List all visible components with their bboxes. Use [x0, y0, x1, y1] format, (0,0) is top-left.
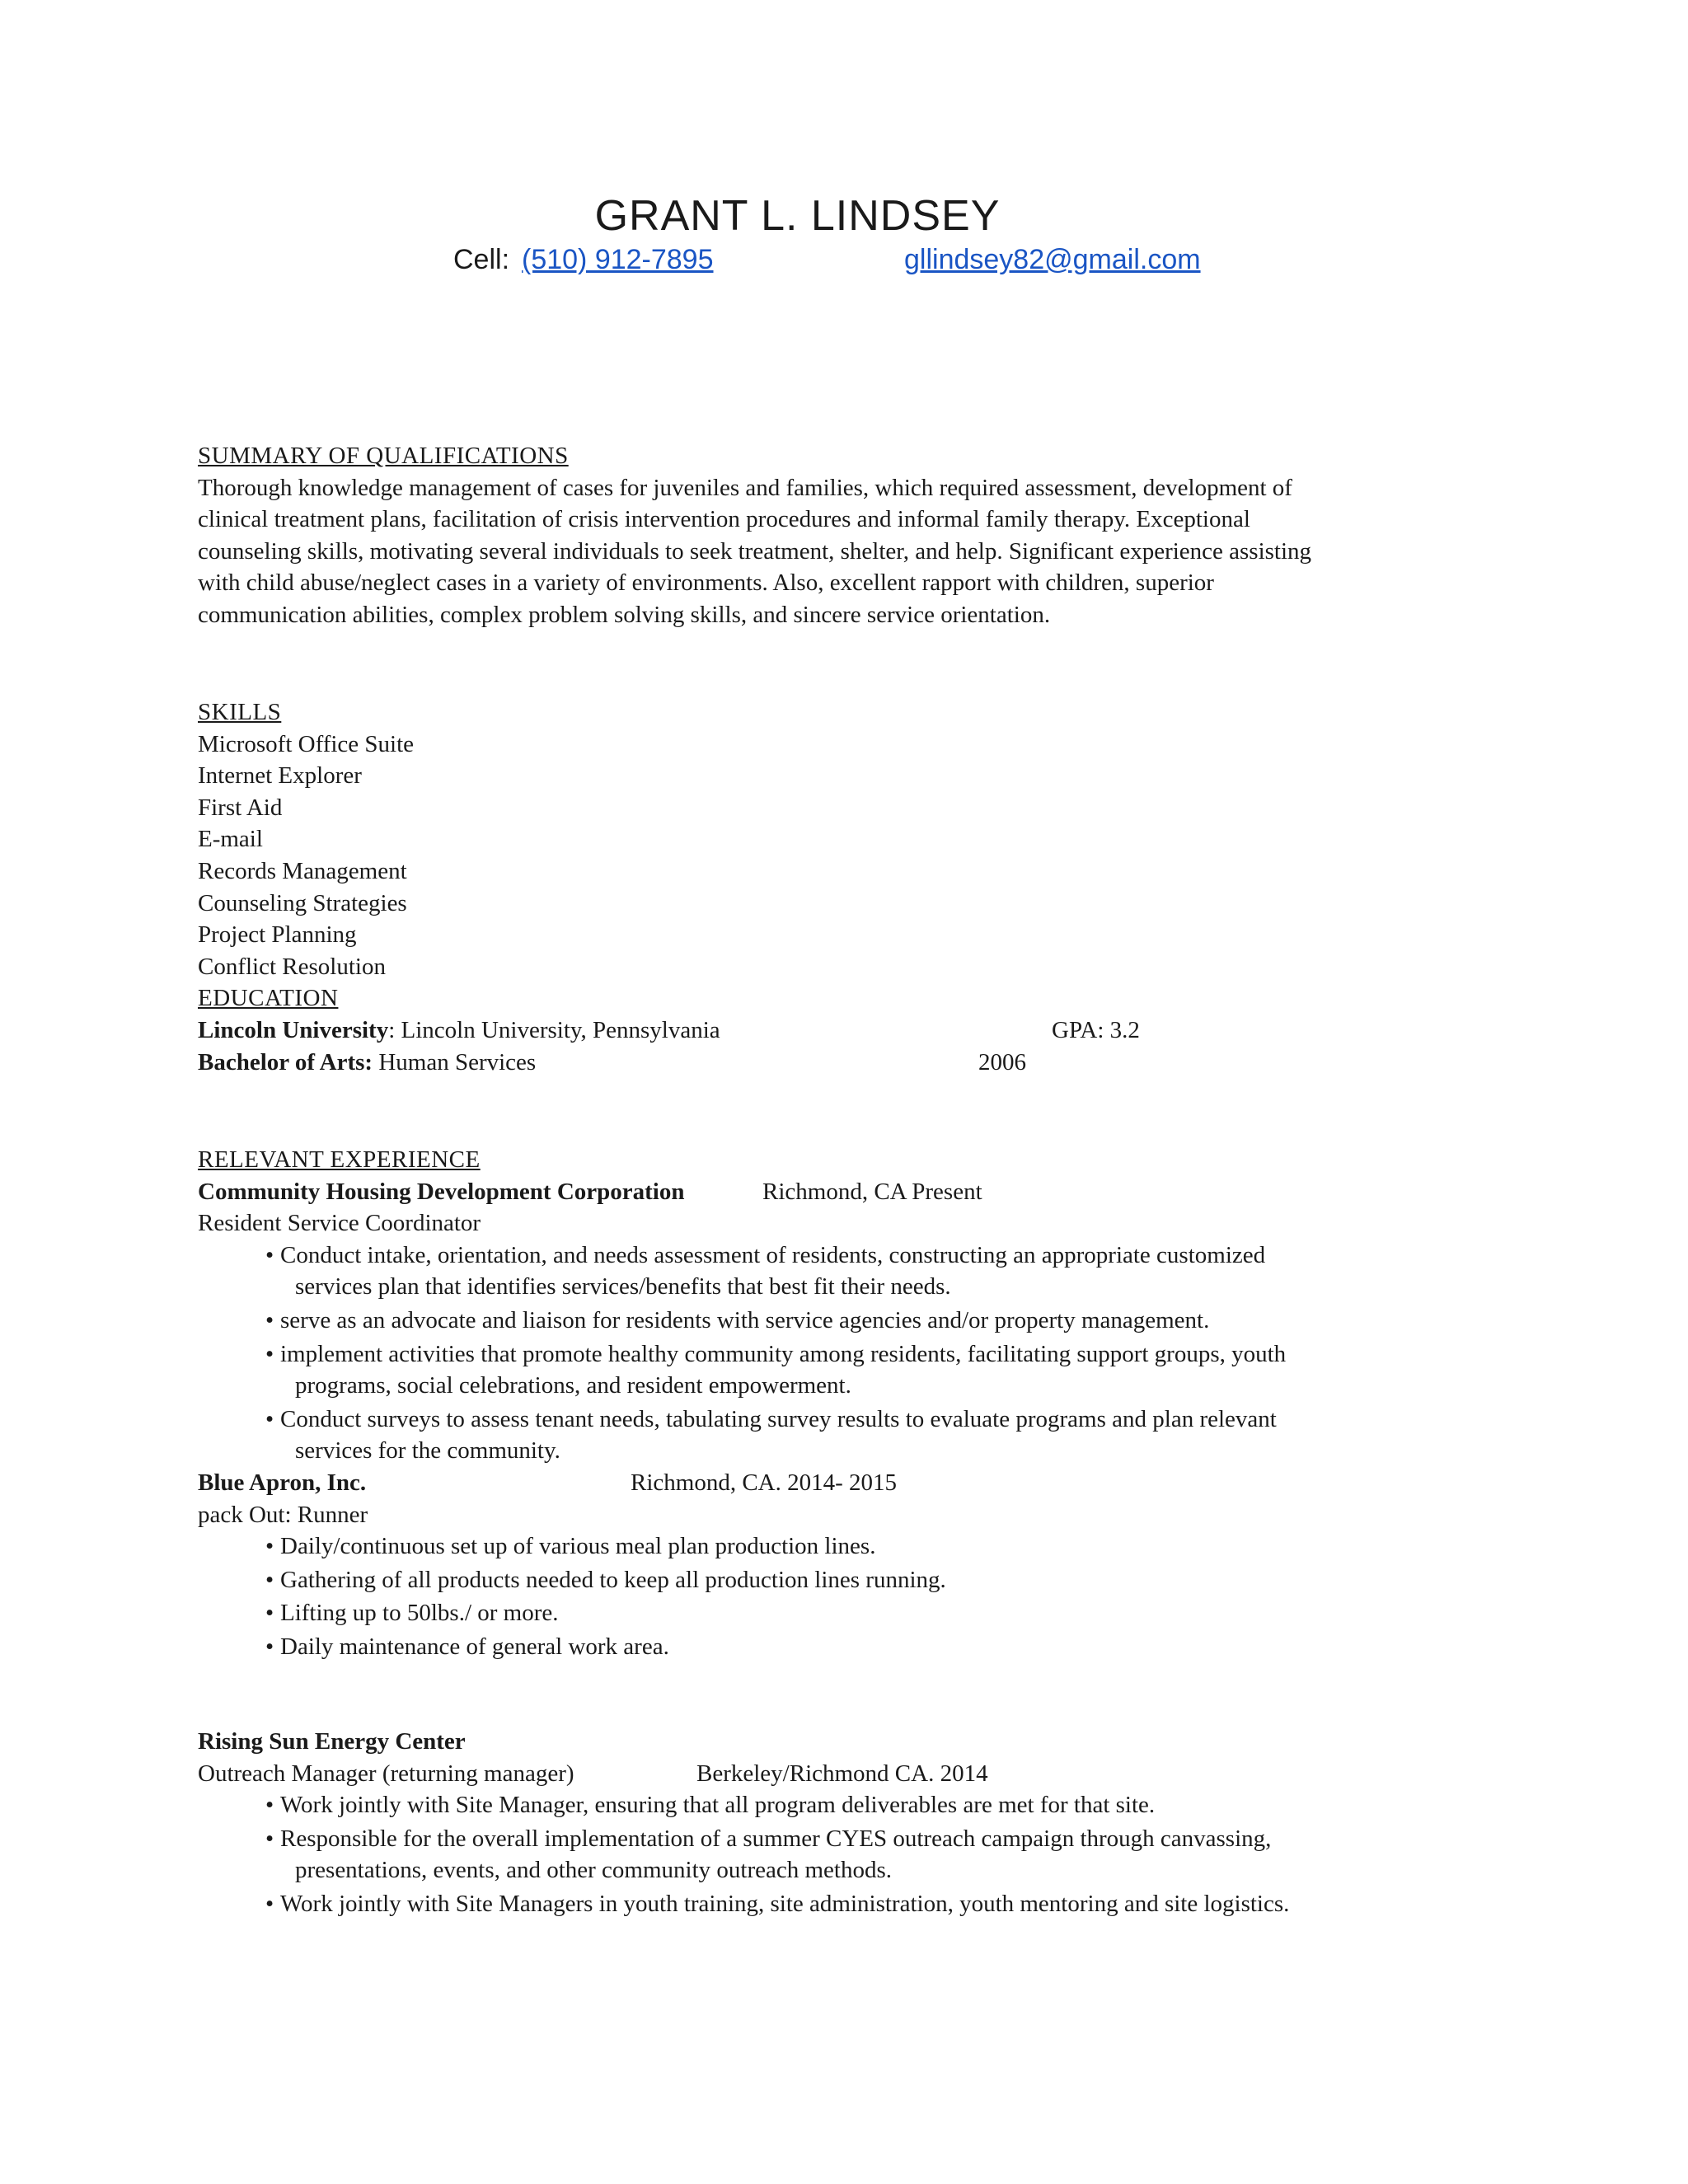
skill-item: Project Planning [198, 921, 357, 949]
job-location: Richmond, CA Present [762, 1178, 982, 1205]
bullet-text: Work jointly with Site Manager, ensuring that all program deliverables are met for that site. [280, 1792, 1156, 1819]
job-bullets [198, 1240, 1492, 1467]
email-link-text[interactable]: gllindsey82@gmail.com [904, 244, 1201, 275]
skill-item: Records Management [198, 857, 407, 884]
bullet-text: Gathering of all products needed to keep all production lines running. [280, 1566, 946, 1593]
bullet-icon: • [265, 1566, 274, 1593]
job-company: Blue Apron, Inc. [198, 1469, 367, 1496]
summary-heading: SUMMARY OF QUALIFICATIONS [198, 443, 569, 469]
skill-item: Counseling Strategies [198, 889, 407, 916]
school-name: Lincoln University [198, 1016, 389, 1043]
bullet-icon: • [265, 1825, 274, 1852]
bullet-item [198, 1404, 1492, 1467]
job-company: Rising Sun Energy Center [198, 1728, 466, 1755]
bullet-text: Daily maintenance of general work area. [280, 1633, 669, 1660]
skill-item: First Aid [198, 794, 283, 821]
education-heading: EDUCATION [198, 985, 339, 1012]
bullet-text-cont: programs, social celebrations, and resident empowerment. [295, 1372, 851, 1399]
skill-item: Internet Explorer [198, 762, 362, 790]
bullet-text: implement activities that promote healthy community among residents, facilitating support groups, youth [280, 1340, 1287, 1367]
education-degree-row [198, 1047, 1492, 1079]
education-school-row [198, 1015, 1492, 1047]
bullet-item [198, 1305, 1492, 1337]
bullet-icon: • [265, 1890, 274, 1917]
bullet-icon: • [265, 1600, 274, 1627]
bullet-text: serve as an advocate and liaison for residents with service agencies and/or property management. [280, 1306, 1210, 1333]
summary-section [198, 440, 1492, 631]
bullet-text-cont: services plan that identifies services/benefits that best fit their needs. [295, 1273, 951, 1301]
bullet-item [198, 1789, 1492, 1821]
school-location: : Lincoln University, Pennsylvania [388, 1016, 720, 1043]
skills-heading: SKILLS [198, 699, 282, 725]
job-title: Resident Service Coordinator [198, 1210, 481, 1237]
summary-line: communication abilities, complex problem solving skills, and sincere service orientation. [198, 601, 1051, 628]
bullet-item [198, 1888, 1492, 1920]
phone-link[interactable] [522, 244, 714, 276]
bullet-icon: • [265, 1633, 274, 1660]
candidate-name: GRANT L. LINDSEY [594, 192, 1001, 240]
bullet-icon: • [265, 1405, 274, 1432]
bullet-icon: • [265, 1340, 274, 1367]
bullet-item [198, 1530, 1492, 1563]
degree-field: Human Services [373, 1048, 537, 1076]
job-bullets [198, 1789, 1492, 1919]
bullet-item [198, 1823, 1492, 1886]
bullet-text: Conduct surveys to assess tenant needs, tabulating survey results to evaluate programs and plan relevant [280, 1405, 1277, 1432]
job-title: pack Out: Runner [198, 1501, 368, 1528]
bullet-icon: • [265, 1306, 274, 1333]
bullet-text: Conduct intake, orientation, and needs assessment of residents, constructing an appropriate customized [280, 1241, 1266, 1268]
degree-label: Bachelor of Arts: [198, 1048, 373, 1076]
skill-item: Conflict Resolution [198, 953, 386, 980]
summary-line: clinical treatment plans, facilitation of crisis intervention procedures and informal family therapy. Exceptional [198, 506, 1250, 533]
job-title-row [198, 1758, 1492, 1790]
job-location: Richmond, CA. 2014- 2015 [631, 1469, 898, 1496]
bullet-item [198, 1240, 1492, 1303]
phone-link-text[interactable]: (510) 912-7895 [522, 244, 714, 275]
bullet-text: Daily/continuous set up of various meal plan production lines. [280, 1533, 876, 1560]
bullet-icon: • [265, 1533, 274, 1560]
bullet-text-cont: presentations, events, and other community outreach methods. [295, 1857, 893, 1884]
graduation-year: 2006 [978, 1048, 1026, 1076]
job-header [198, 1726, 1492, 1758]
job-location: Berkeley/Richmond CA. 2014 [696, 1760, 988, 1787]
skill-item: Microsoft Office Suite [198, 730, 415, 757]
bullet-text: Responsible for the overall implementation of a summer CYES outreach campaign through canvassing, [280, 1825, 1272, 1852]
job-title: Outreach Manager (returning manager) [198, 1760, 574, 1787]
skills-section [198, 696, 1492, 1078]
cell-label: Cell: [453, 244, 510, 275]
experience-section-cont [198, 1726, 1492, 1920]
bullet-item [198, 1597, 1492, 1629]
bullet-item [198, 1564, 1492, 1596]
bullet-icon: • [265, 1792, 274, 1819]
job-bullets [198, 1530, 1492, 1662]
gpa: GPA: 3.2 [1052, 1016, 1140, 1043]
job-header [198, 1467, 1492, 1499]
summary-line: with child abuse/neglect cases in a variety of environments. Also, excellent rapport with children, superior [198, 569, 1214, 597]
summary-line: Thorough knowledge management of cases for juveniles and families, which required assessment, development of [198, 474, 1292, 501]
experience-heading: RELEVANT EXPERIENCE [198, 1146, 481, 1173]
summary-line: counseling skills, motivating several individuals to seek treatment, shelter, and help. Significant experience assisting [198, 537, 1312, 565]
experience-section [198, 1144, 1492, 1663]
job-company: Community Housing Development Corporation [198, 1178, 685, 1205]
bullet-text: Work jointly with Site Managers in youth training, site administration, youth mentoring and site logistics. [280, 1890, 1290, 1917]
bullet-icon: • [265, 1241, 274, 1268]
bullet-item [198, 1631, 1492, 1663]
skill-item: E-mail [198, 826, 263, 853]
bullet-text: Lifting up to 50lbs./ or more. [280, 1600, 559, 1627]
bullet-item [198, 1338, 1492, 1402]
email-link[interactable] [904, 244, 1201, 276]
bullet-text-cont: services for the community. [295, 1437, 560, 1465]
job-header [198, 1176, 1492, 1208]
